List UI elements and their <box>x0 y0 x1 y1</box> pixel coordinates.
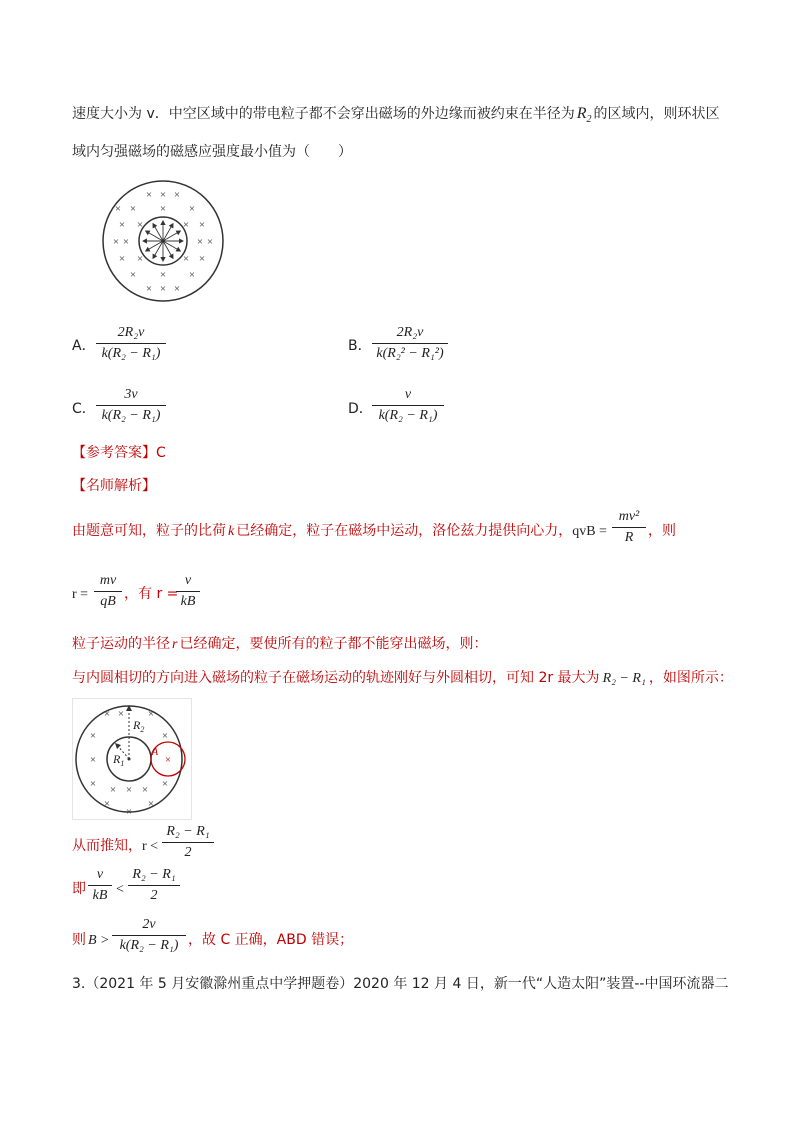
option-a-key: A． <box>72 338 96 354</box>
arrow-head <box>170 224 173 228</box>
question-text-2: 域内匀强磁场的磁感应强度最小值为（ ） <box>72 144 352 160</box>
field-cross-mark: × <box>89 754 97 766</box>
field-cross-mark: × <box>109 784 117 796</box>
field-cross-mark: × <box>122 236 130 248</box>
answer-value: C <box>156 445 166 461</box>
label-r2: $R_2$ <box>133 718 145 734</box>
field-cross-mark: × <box>161 730 169 742</box>
field-cross-mark: × <box>129 203 137 215</box>
analysis-p1-fraction: mv² R <box>612 508 646 547</box>
field-cross-mark: × <box>141 784 149 796</box>
arrow-head <box>161 221 165 225</box>
option-b[interactable] <box>348 336 372 356</box>
arrow-head <box>143 239 147 243</box>
field-cross-mark: × <box>114 203 122 215</box>
option-d-den: k(R₂ − R₁) <box>378 408 438 423</box>
arrow-head <box>176 248 180 251</box>
analysis-p7: 则 B > <box>72 932 110 948</box>
analysis-p3: 粒子运动的半径 r 已经确定，要使所有的粒子都不能穿出磁场，则： <box>72 636 488 652</box>
field-cross-mark: × <box>159 189 167 201</box>
option-c-fraction <box>96 386 166 425</box>
field-cross-mark: × <box>188 269 196 281</box>
analysis-p7-tail: ，故 C 正确，ABD 错误； <box>188 932 354 948</box>
question-text-b: 的区域内，则环状区 <box>593 106 720 122</box>
field-cross-mark: × <box>103 708 111 720</box>
label-a: A <box>152 747 159 758</box>
arrow-head <box>170 254 173 258</box>
analysis-p7-fraction: 2v k(R₂ − R₁) <box>112 916 186 955</box>
field-cross-mark: × <box>173 189 181 201</box>
arrow-head <box>176 231 180 234</box>
field-cross-mark: × <box>196 236 204 248</box>
analysis-p5-fraction: R₂ − R₁ 2 <box>162 823 214 862</box>
field-cross-mark: × <box>147 798 155 810</box>
question-line-1 <box>72 104 720 130</box>
analysis-p6-fraction2: R₂ − R₁ 2 <box>128 866 180 905</box>
field-cross-mark: × <box>182 253 190 265</box>
field-cross-mark: × <box>89 778 97 790</box>
field-cross-mark: × <box>118 253 126 265</box>
field-cross-mark: × <box>159 269 167 281</box>
analysis-p1: 由题意可知，粒子的比荷 k 已经确定，粒子在磁场中运动，洛伦兹力提供向心力，qvB = <box>72 523 607 539</box>
analysis-p2-mid: ，有 r = <box>124 586 179 602</box>
field-cross-mark: × <box>147 708 155 720</box>
option-c-den: k(R₂ − R₁) <box>101 408 161 423</box>
analysis-label: 【名师解析】 <box>72 478 156 494</box>
answer-label: 【参考答案】 <box>72 445 156 461</box>
option-d-key: D． <box>348 401 373 417</box>
field-cross-mark: × <box>118 219 126 231</box>
option-a[interactable] <box>72 336 96 356</box>
arrow-head <box>161 257 165 261</box>
arrow-head <box>146 248 150 251</box>
option-d-fraction <box>372 386 444 425</box>
field-cross-mark: × <box>136 253 144 265</box>
arrow-head <box>153 224 156 228</box>
option-c[interactable] <box>72 399 96 419</box>
question-text-a: 速度大小为 v．中空区域中的带电粒子都不会穿出磁场的外边缘而被约束在半径为 <box>72 106 575 122</box>
option-c-num: 3v <box>124 387 138 402</box>
field-cross-mark: × <box>145 283 153 295</box>
option-a-den: k(R₂ − R₁) <box>101 346 161 361</box>
option-b-key: B． <box>348 338 372 354</box>
option-d-num: v <box>404 387 412 402</box>
field-cross-mark: × <box>129 269 137 281</box>
field-cross-mark: × <box>89 730 97 742</box>
analysis-p2-fraction1: mv qB <box>94 572 122 611</box>
field-cross-mark: × <box>159 203 167 215</box>
field-cross-mark: × <box>182 219 190 231</box>
arrow-head <box>153 254 156 258</box>
field-cross-mark: × <box>198 219 206 231</box>
option-a-fraction <box>96 324 166 363</box>
option-b-den: k(R₂² − R₁²) <box>376 346 444 361</box>
field-cross-mark: × <box>117 708 125 720</box>
field-cross-mark: × <box>125 806 133 818</box>
answer-line <box>72 443 166 463</box>
question-line-2 <box>72 142 352 162</box>
option-d[interactable] <box>348 399 373 419</box>
question-var-r2: $R_2$ <box>576 105 592 126</box>
trajectory-figure <box>72 698 192 820</box>
option-b-num: 2R₂v <box>396 325 424 340</box>
field-cross-mark: × <box>103 798 111 810</box>
magnetic-field-figure <box>100 178 226 304</box>
analysis-p5: 从而推知，r < <box>72 838 159 854</box>
field-cross-mark: × <box>206 236 214 248</box>
analysis-p6: 即 <box>72 881 86 897</box>
field-cross-mark: × <box>198 253 206 265</box>
arrow-head <box>146 231 150 234</box>
field-cross-mark: × <box>173 283 181 295</box>
field-cross-mark: × <box>112 236 120 248</box>
option-a-num: 2R₂v <box>117 325 145 340</box>
label-r1: $R_1$ <box>113 752 125 768</box>
field-cross-mark: × <box>188 203 196 215</box>
arrow-head <box>179 239 183 243</box>
field-cross-mark: × <box>161 778 169 790</box>
analysis-p2-fraction2: v kB <box>176 572 200 611</box>
trajectory-center-cross: × <box>164 754 172 766</box>
analysis-p2-r: r = <box>72 587 89 602</box>
analysis-p6-lt: < <box>116 882 124 897</box>
next-question: 3.（2021 年 5 月安徽滁州重点中学押题卷）2020 年 12 月 4 日，新一代“人造太阳”装置--中国环流器二 <box>72 976 729 992</box>
analysis-p6-fraction1: v kB <box>88 866 112 905</box>
option-b-fraction <box>372 324 448 363</box>
field-cross-mark: × <box>125 784 133 796</box>
field-cross-mark: × <box>159 283 167 295</box>
field-cross-mark: × <box>145 189 153 201</box>
analysis-p1-tail: ，则 <box>648 523 676 539</box>
field-cross-mark: × <box>136 219 144 231</box>
analysis-p4: 与内圆相切的方向进入磁场的粒子在磁场运动的轨迹刚好与外圆相切，可知 2r 最大为 R₂ − R₁ ，如图所示： <box>72 670 733 686</box>
option-c-key: C． <box>72 401 96 417</box>
